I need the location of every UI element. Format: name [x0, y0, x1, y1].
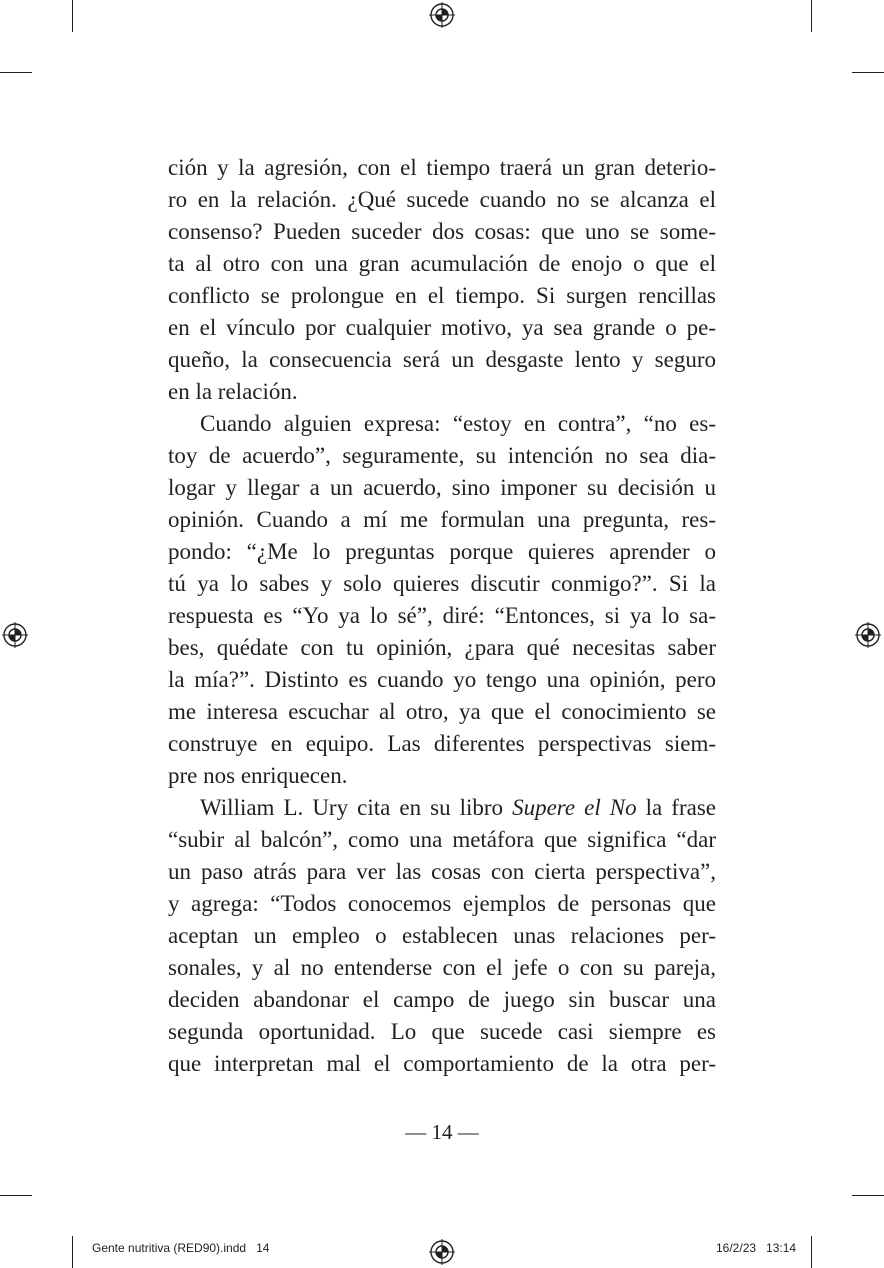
registration-mark-icon	[2, 622, 28, 648]
text-line: respuesta es “Yo ya lo sé”, diré: “Entonces, si ya lo sa-	[168, 603, 716, 628]
text-line: pre nos enriquecen.	[168, 763, 348, 788]
text-line: queño, la consecuencia será un desgaste lento y seguro	[168, 347, 716, 372]
text-line: consenso? Pueden suceder dos cosas: que uno se some-	[168, 219, 716, 244]
text-line: ción y la agresión, con el tiempo traerá un gran deterio-	[168, 155, 716, 180]
text-segment: William L. Ury cita en su libro	[200, 795, 513, 820]
crop-mark-right-top	[852, 72, 884, 73]
text-line: logar y llegar a un acuerdo, sino imponer su decisión u	[168, 475, 716, 500]
text-line: conflicto se prolongue en el tiempo. Si surgen rencillas	[168, 283, 716, 308]
text-line: la mía?”. Distinto es cuando yo tengo una opinión, pero	[168, 667, 716, 692]
text-line: que interpretan mal el comportamiento de la otra per-	[168, 1051, 716, 1076]
text-line: un paso atrás para ver las cosas con cierta perspectiva”,	[168, 859, 716, 884]
text-line: deciden abandonar el campo de juego sin buscar una	[168, 987, 716, 1012]
text-line: me interesa escuchar al otro, ya que el conocimiento se	[168, 699, 716, 724]
paragraph-3	[168, 792, 716, 1080]
paragraph-1	[168, 152, 716, 408]
crop-mark-left-top	[0, 72, 32, 73]
registration-mark-icon	[429, 2, 455, 28]
text-line: opinión. Cuando a mí me formulan una pregunta, res-	[168, 507, 716, 532]
slug-datetime: 16/2/23 13:14	[716, 1241, 797, 1255]
text-line: sonales, y al no entenderse con el jefe o con su pareja,	[168, 955, 716, 980]
crop-mark-bottom-right	[811, 1236, 812, 1268]
slug-filename: Gente nutritiva (RED90).indd 14	[92, 1241, 270, 1255]
text-line: ta al otro con una gran acumulación de enojo o que el	[168, 251, 716, 276]
paragraph-2	[168, 408, 716, 792]
text-line: segunda oportunidad. Lo que sucede casi siempre es	[168, 1019, 716, 1044]
registration-mark-icon	[429, 1239, 455, 1265]
crop-mark-bottom-left	[72, 1236, 73, 1268]
text-line: Cuando alguien expresa: “estoy en contra”, “no es-	[200, 411, 716, 436]
page-number: — 14 —	[405, 1120, 479, 1144]
crop-mark-right-bottom	[852, 1195, 884, 1196]
text-line: en la relación.	[168, 379, 298, 404]
text-line: bes, quédate con tu opinión, ¿para qué necesitas saber	[168, 635, 716, 660]
text-line: toy de acuerdo”, seguramente, su intención no sea dia-	[168, 443, 716, 468]
text-line: aceptan un empleo o establecen unas relaciones per-	[168, 923, 716, 948]
text-line: tú ya lo sabes y solo quieres discutir conmigo?”. Si la	[168, 571, 716, 596]
text-segment: la frase	[636, 795, 716, 820]
text-line: ro en la relación. ¿Qué sucede cuando no se alcanza el	[168, 187, 716, 212]
book-title: Supere el No	[512, 795, 637, 820]
text-line: “subir al balcón”, como una metáfora que significa “dar	[168, 827, 716, 852]
text-line: construye en equipo. Las diferentes perspectivas siem-	[168, 731, 716, 756]
crop-mark-left-bottom	[0, 1195, 32, 1196]
crop-mark-top-left	[72, 0, 73, 32]
text-line: y agrega: “Todos conocemos ejemplos de personas que	[168, 891, 716, 916]
text-line	[168, 792, 716, 824]
body-text	[168, 152, 716, 1080]
text-line: en el vínculo por cualquier motivo, ya sea grande o pe-	[168, 315, 716, 340]
registration-mark-icon	[855, 622, 881, 648]
crop-mark-top-right	[811, 0, 812, 32]
text-line: pondo: “¿Me lo preguntas porque quieres aprender o	[168, 539, 716, 564]
